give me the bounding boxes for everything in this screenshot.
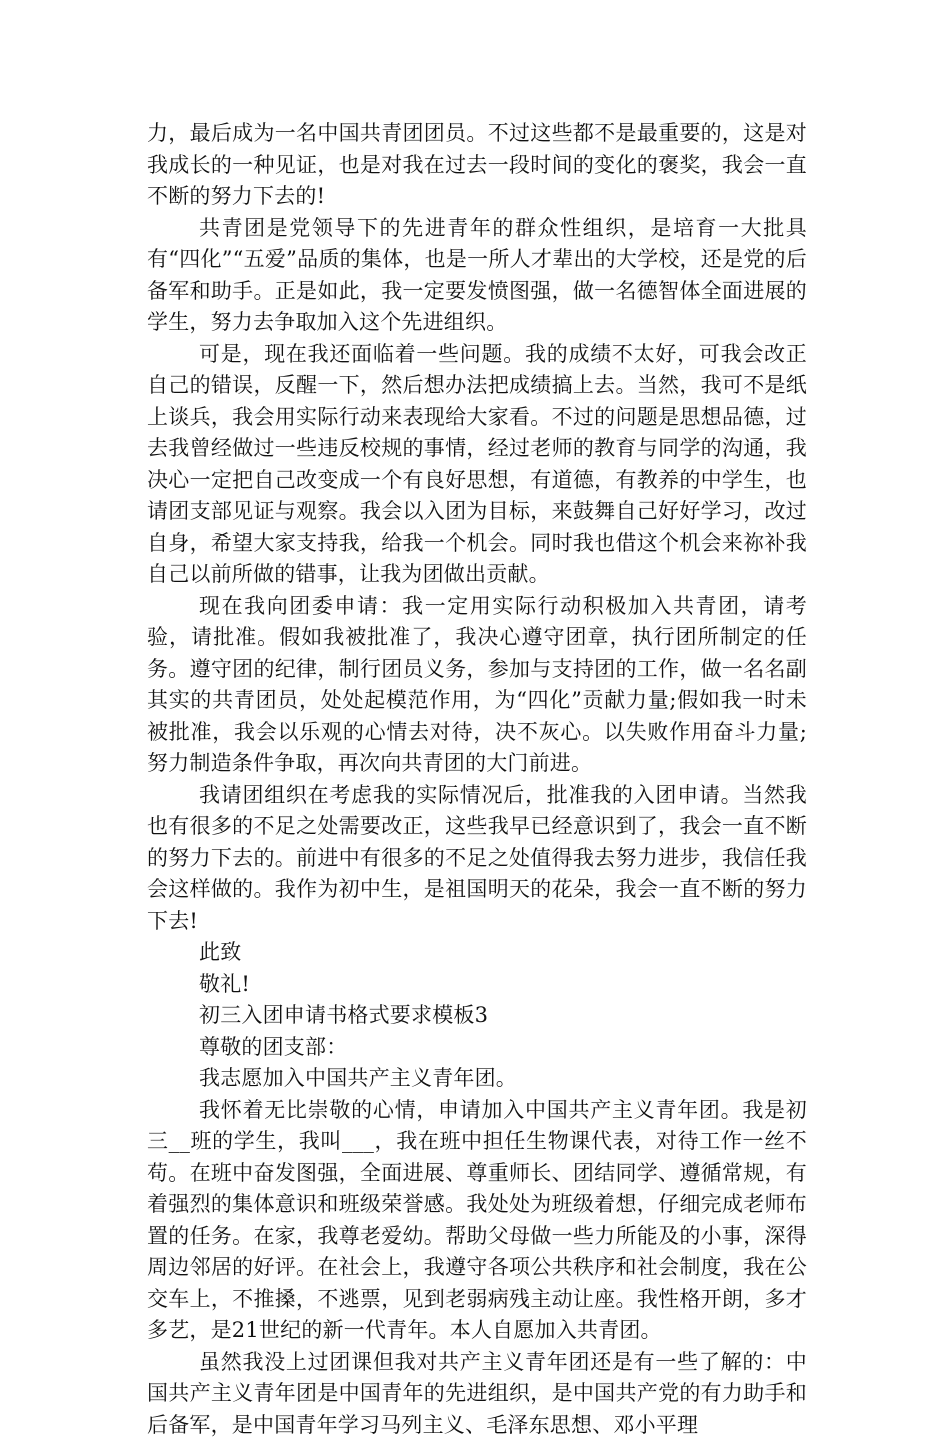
greeting-line: 尊敬的团支部：	[147, 1032, 807, 1064]
document-body	[147, 118, 807, 1441]
intent-line: 我志愿加入中国共产主义青年团。	[147, 1063, 807, 1095]
section-heading: 初三入团申请书格式要求模板3	[147, 1000, 807, 1032]
closing-salutation: 此致	[147, 937, 807, 969]
paragraph-4: 现在我向团委申请：我一定用实际行动积极加入共青团，请考验，请批准。假如我被批准了，我决心遵守团章，执行团所制定的任务。遵守团的纪律，制行团员义务，参加与支持团的工作，做一名名副其实的共青团员，处处起模范作用，为“四化”贡献力量;假如我一时未被批准，我会以乐观的心情去对待，决不灰心。以失败作用奋斗力量;努力制造条件争取，再次向共青团的大门前进。	[147, 591, 807, 780]
paragraph-2: 共青团是党领导下的先进青年的群众性组织，是培育一大批具有“四化”“五爱”品质的集体，也是一所人才辈出的大学校，还是党的后备军和助手。正是如此，我一定要发愤图强，做一名德智体全面进展的学生，努力去争取加入这个先进组织。	[147, 213, 807, 339]
paragraph-1: 力，最后成为一名中国共青团团员。不过这些都不是最重要的，这是对我成长的一种见证，也是对我在过去一段时间的变化的褒奖，我会一直不断的努力下去的!	[147, 118, 807, 213]
closing-regards: 敬礼!	[147, 969, 807, 1001]
paragraph-5: 我请团组织在考虑我的实际情况后，批准我的入团申请。当然我也有很多的不足之处需要改正，这些我早已经意识到了，我会一直不断的努力下去的。前进中有很多的不足之处值得我去努力进步，我信任我会这样做的。我作为初中生，是祖国明天的花朵，我会一直不断的努力下去!	[147, 780, 807, 938]
paragraph-7: 虽然我没上过团课但我对共产主义青年团还是有一些了解的：中国共产主义青年团是中国青年的先进组织，是中国共产党的有力助手和后备军，是中国青年学习马列主义、毛泽东思想、邓小平理	[147, 1347, 807, 1441]
paragraph-3: 可是，现在我还面临着一些问题。我的成绩不太好，可我会改正自己的错误，反醒一下，然后想办法把成绩搞上去。当然，我可不是纸上谈兵，我会用实际行动来表现给大家看。不过的问题是思想品德，过去我曾经做过一些违反校规的事情，经过老师的教育与同学的沟通，我决心一定把自己改变成一个有良好思想，有道德，有教养的中学生，也请团支部见证与观察。我会以入团为目标，来鼓舞自己好好学习，改过自身，希望大家支持我，给我一个机会。同时我也借这个机会来祢补我自己以前所做的错事，让我为团做出贡献。	[147, 339, 807, 591]
paragraph-6: 我怀着无比崇敬的心情，申请加入中国共产主义青年团。我是初三__班的学生，我叫___，我在班中担任生物课代表，对待工作一丝不苟。在班中奋发图强，全面进展、尊重师长、团结同学、遵循常规，有着强烈的集体意识和班级荣誉感。我处处为班级着想，仔细完成老师布置的任务。在家，我尊老爱幼。帮助父母做一些力所能及的小事，深得周边邻居的好评。在社会上，我遵守各项公共秩序和社会制度，我在公交车上，不推搡，不逃票，见到老弱病残主动让座。我性格开朗，多才多艺，是21世纪的新一代青年。本人自愿加入共青团。	[147, 1095, 807, 1347]
